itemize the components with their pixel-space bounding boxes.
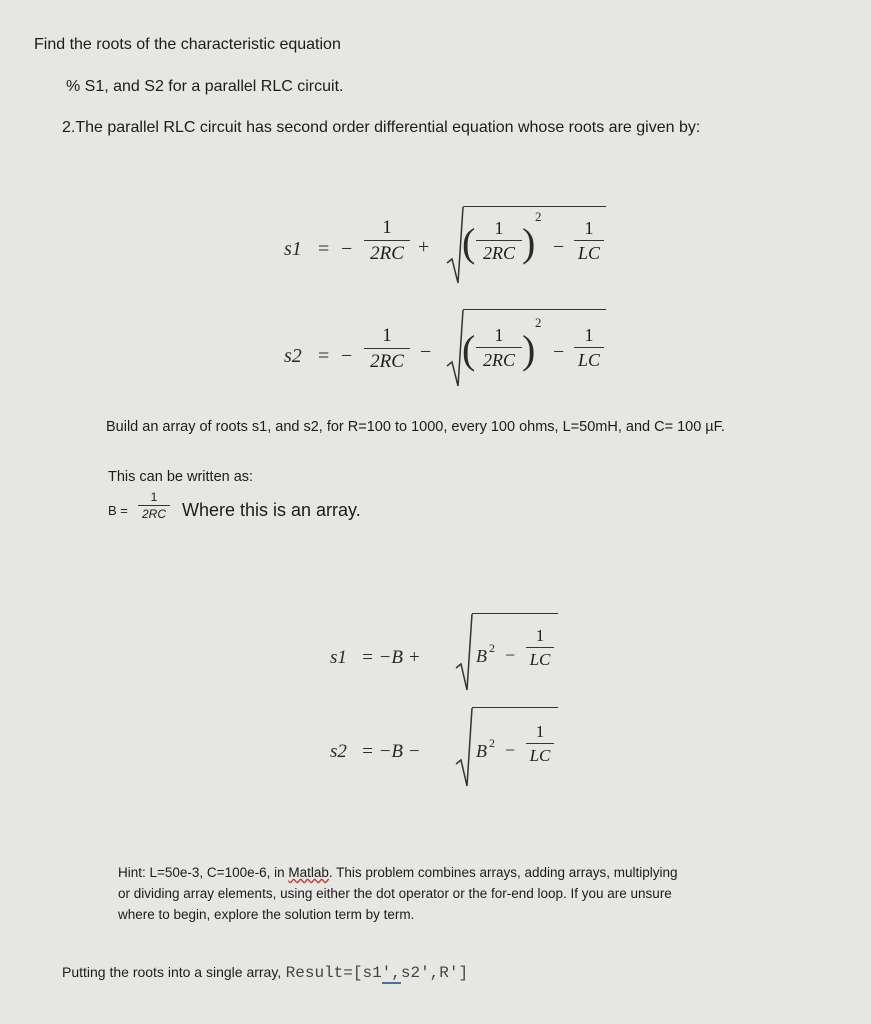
eq2-num: 1 [382,325,392,346]
eq2-inner-frac [476,326,522,369]
eq2-exponent: 2 [535,315,542,330]
eq1-minus: − [341,238,353,260]
sqrt-icon [455,612,473,692]
problem-statement: 2.The parallel RLC circuit has second order differential equation whose roots are given by: [62,119,701,136]
comment-line: % S1, and S2 for a parallel RLC circuit. [66,78,344,95]
eq1-inner-frac [476,219,522,262]
eq2-equals: = [318,345,330,367]
eq3-sqrt-bar [472,613,558,614]
hint-line-1 [118,862,838,883]
eq4-frac [526,723,554,764]
eq4-lhs: s2 [330,741,347,762]
eq1-exponent: 2 [535,209,542,224]
result-code-a: Result=[s1 [285,964,382,982]
eq1-lc-num: 1 [584,218,594,238]
eq1-equals: = [318,238,330,260]
eq3-den: LC [529,650,551,669]
b-def-frac [138,491,170,520]
fraction-bar [526,743,554,744]
written-as-label: This can be written as: [108,469,254,485]
hint-prefix: Hint: L=50e-3, C=100e-6, in [118,865,289,880]
eq4-sqrt-bar [472,707,558,708]
fraction-bar [364,348,410,349]
heading: Find the roots of the characteristic equation [34,36,341,53]
fraction-bar [574,240,604,241]
eq4-b: B [476,741,487,761]
fraction-bar [476,240,522,241]
b-def-num: 1 [150,490,158,504]
eq1-inner-den: 2RC [482,243,515,263]
eq2-sqrt-bar [463,309,606,310]
eq1-lhs: s1 [284,238,302,260]
eq2-op: − [420,341,432,363]
fraction-bar [526,647,554,648]
fraction-bar [476,347,522,348]
eq1-right-paren: ) [522,220,536,265]
eq3-num: 1 [535,626,545,645]
eq4-sq: 2 [489,736,495,750]
eq1-sqrt-bar [463,206,606,207]
eq1-lc-den: LC [577,243,601,263]
eq1-minus2: − [553,236,565,258]
eq2-inner-den: 2RC [482,350,515,370]
eq2-lhs: s2 [284,345,302,367]
eq2-frac-1-2rc [364,326,410,371]
eq1-plus: + [418,236,430,258]
result-text: Putting the roots into a single array, [62,964,282,980]
result-code-b: ', [381,964,401,982]
sqrt-icon [455,706,473,788]
eq4-den: LC [529,746,551,765]
eq1-frac-1-2rc [364,218,410,263]
hint-rest: . This problem combines arrays, adding arrays, multiplying [328,865,678,880]
eq2-lc-num: 1 [584,325,594,345]
fraction-bar [138,505,170,506]
b-def-note: Where this is an array. [182,500,361,520]
eq3-rhs: = −B + [361,647,421,668]
eq2-frac-1-lc [574,326,604,369]
result-code-c: s2',R'] [400,964,469,982]
eq2-den: 2RC [370,351,404,372]
eq2-minus2: − [553,341,565,363]
eq4-rhs: = −B − [361,741,421,762]
eq4-num: 1 [535,722,545,741]
fraction-bar [364,240,410,241]
eq2-right-paren: ) [522,327,536,372]
eq3-minus: − [505,645,516,665]
b-def-den: 2RC [141,507,166,521]
eq1-num: 1 [382,217,392,238]
build-instruction: Build an array of roots s1, and s2, for R=100 to 1000, every 100 ohms, L=50mH, and C= 100 µF. [106,419,725,435]
hint-line-3: where to begin, explore the solution term by term. [118,907,415,922]
eq3-b: B [476,646,487,666]
hint-block [118,862,838,925]
eq1-den: 2RC [370,243,404,264]
eq3-sq: 2 [489,641,495,655]
result-line [62,964,468,982]
eq1-left-paren: ( [462,220,476,265]
eq2-inner-num: 1 [494,325,504,345]
eq4-minus: − [505,740,516,760]
eq2-minus: − [341,345,353,367]
hint-matlab: Matlab [288,865,329,880]
eq2-left-paren: ( [462,327,476,372]
fraction-bar [574,347,604,348]
hint-line-2: or dividing array elements, using either the dot operator or the for-end loop. If you are unsure [118,886,672,901]
b-def-lhs: B = [108,503,128,518]
eq1-frac-1-lc [574,219,604,262]
eq2-lc-den: LC [577,350,601,370]
eq3-lhs: s1 [330,647,347,668]
eq1-inner-num: 1 [494,218,504,238]
eq3-frac [526,627,554,668]
